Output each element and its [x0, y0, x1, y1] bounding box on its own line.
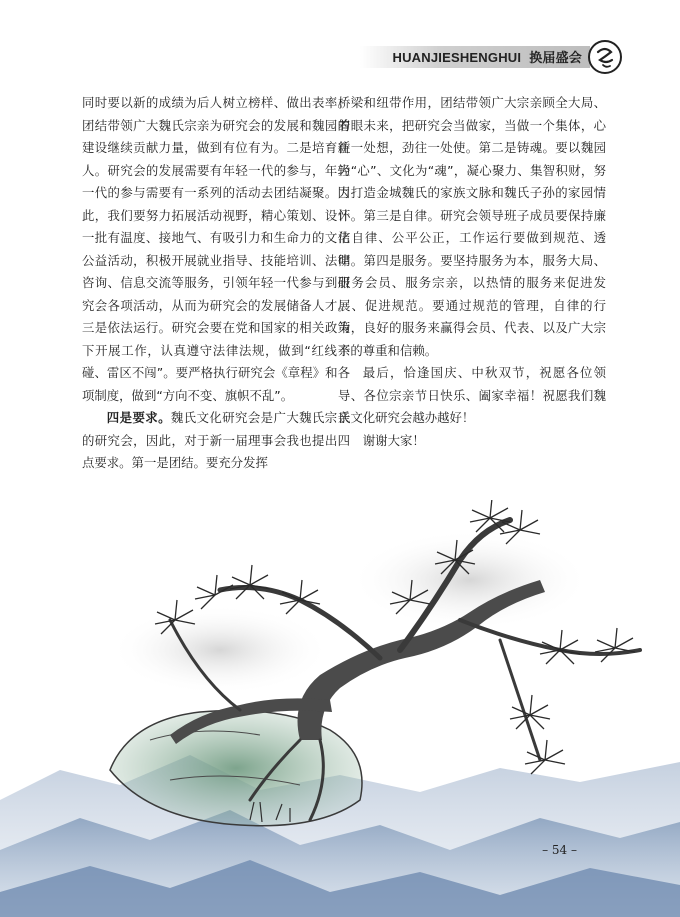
- paragraph: [82, 407, 350, 475]
- paragraph: 同时要以新的成绩为后人树立榜样、做出表率。团结带领广大魏氏宗亲为研究会的发展和魏园的建设继续贡献力量，做到有位有为。二是培育新人。研究会的发展需要有年轻一代的参与，年轻一代的参与需要有一系列的活动去团结凝聚。因此，我们要努力拓展活动视野，精心策划、设计一批有温度、接地气、有吸引力和生命力的文化公益活动，积极开展就业指导、技能培训、法律咨询、信息交流等服务，引领年轻一代参与到研究会各项活动，从而为研究会的发展储备人才。三是依法运行。研究会要在党和国家的相关政策下开展工作，认真遵守法律法规，做到“红线不碰、雷区不闯”。要严格执行研究会《章程》和各项制度，做到“方向不变、旗帜不乱”。: [82, 95, 350, 403]
- page-number: – 54 –: [542, 843, 577, 857]
- paragraph: 最后，恰逢国庆、中秋双节，祝愿各位领导、各位宗亲节日快乐、阖家幸福！祝愿我们魏氏文化研究会越办越好！: [338, 365, 606, 425]
- pine-branch: [500, 640, 540, 760]
- running-header: [393, 48, 583, 68]
- right-column: [338, 92, 606, 452]
- seal-emblem-icon: [586, 38, 624, 76]
- paragraph: 谢谢大家！: [362, 432, 425, 448]
- paragraph-lead: 四是要求。: [106, 410, 171, 425]
- pine-tree-illustration: [0, 500, 680, 917]
- header-title-en: HUANJIESHENGHUI: [392, 50, 522, 65]
- paragraph: 桥梁和纽带作用，团结带领广大宗亲顾全大局、着眼未来，把研究会当做家，当做一个集体，心往一处想，劲往一处使。第二是铸魂。要以魏园为“心”、文化为“魂”，凝心聚力、集智积财，努力打造金城魏氏的家族文脉和魏氏子孙的家园情怀。第三是自律。研究会领导班子成员要保持廉洁自律、公平公正，工作运行要做到规范、透明。第四是服务。要坚持服务为本，服务大局、服务会员、服务宗亲，以热情的服务来促进发展、促进规范。要通过规范的管理，自律的行为，良好的服务来赢得会员、代表、以及广大宗亲的尊重和信赖。: [338, 95, 606, 358]
- left-column: [82, 92, 350, 475]
- header-title-cn: 换届盛会: [529, 51, 582, 66]
- paragraph-text: 魏氏文化研究会是广大魏氏宗亲的研究会，因此，对于新一届理事会我也提出四点要求。第一是团结。要充分发挥: [82, 410, 351, 470]
- mist: [110, 605, 330, 695]
